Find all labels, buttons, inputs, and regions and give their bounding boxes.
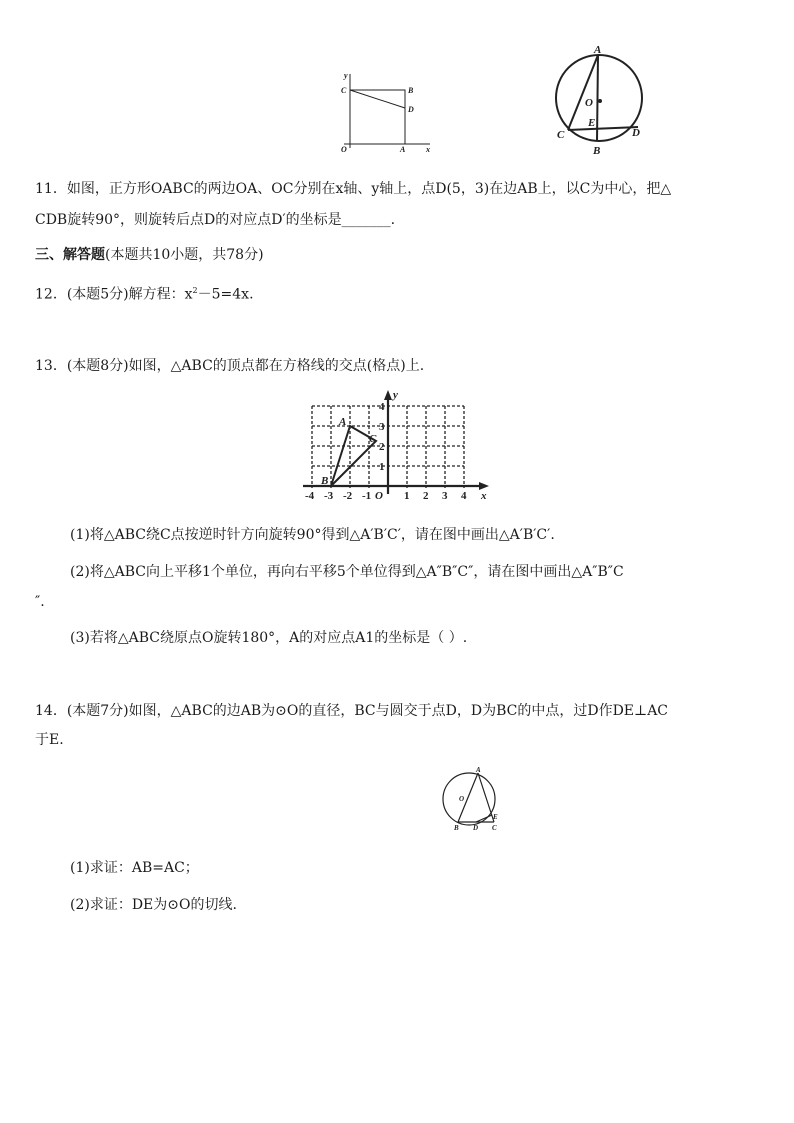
label-E: E [493, 813, 498, 821]
label-E: E [588, 117, 596, 129]
section-3-heading [35, 245, 264, 265]
x-tick-neg3: -3 [324, 490, 334, 502]
label-A: A [476, 766, 481, 774]
y-tick-1: 1 [379, 461, 385, 473]
question-14-part1: (1)求证：AB=AC； [70, 860, 199, 876]
question-13-part1: (1)将△ABC绕C点按逆时针方向旋转90°得到△A′B′C′，请在图中画出△A′B′C′. [70, 527, 555, 543]
question-14-line1: 14．(本题7分)如图，△ABC的边AB为⊙O的直径，BC与圆交于点D，D为BC的中点，过D作DE⊥AC [35, 703, 669, 719]
label-C: C [557, 129, 565, 141]
label-C: C [492, 824, 497, 832]
point-C-label: C [369, 433, 377, 445]
x-tick-neg1: -1 [362, 490, 372, 502]
small-circle-figure [438, 765, 502, 833]
x-tick-4: 4 [461, 490, 467, 502]
label-A: A [400, 145, 406, 154]
point-B-label: B [321, 475, 329, 487]
label-C: C [341, 86, 347, 95]
x-tick-neg4: -4 [305, 490, 315, 502]
label-y: y [344, 71, 348, 80]
x-tick-neg2: -2 [343, 490, 353, 502]
question-12-sup: 2 [192, 286, 198, 295]
question-13-part2: (2)将△ABC向上平移1个单位，再向右平移5个单位得到△A″B″C″，请在图中画出△A″B″C [70, 564, 624, 580]
x-tick-1: 1 [404, 490, 410, 502]
label-B: B [408, 86, 414, 95]
y-tick-3: 3 [379, 421, 385, 433]
question-13-stem: 13．(本题8分)如图，△ABC的顶点都在方格线的交点(格点)上. [35, 358, 425, 374]
square-oabc-figure [338, 68, 438, 158]
y-axis-arrow [384, 390, 392, 400]
question-14-part2: (2)求证：DE为⊙O的切线. [70, 897, 237, 913]
label-D: D [632, 127, 640, 139]
question-13-part2-cont: ″. [35, 594, 45, 610]
segment-cd [350, 90, 405, 108]
question-14-line2: 于E. [35, 732, 64, 748]
label-A: A [594, 44, 602, 56]
center-point [598, 99, 602, 103]
question-12-suffix: －5=4x. [197, 286, 254, 303]
grid-figure [293, 386, 503, 506]
question-11-line2: CDB旋转90°，则旋转后点D的对应点D′的坐标是_______. [35, 212, 396, 228]
label-x: x [481, 490, 487, 502]
square-outline [350, 90, 405, 144]
point-A-label: A [339, 416, 347, 428]
circle-chord-figure [550, 43, 650, 158]
x-tick-origin: O [375, 490, 383, 502]
y-tick-4: 4 [379, 401, 385, 413]
label-y: y [393, 389, 398, 401]
x-axis-arrow [479, 482, 489, 490]
question-12 [35, 281, 254, 305]
x-tick-2: 2 [423, 490, 429, 502]
label-O: O [585, 97, 593, 109]
label-B: B [593, 145, 601, 157]
question-12-prefix: 12．(本题5分)解方程：x [35, 286, 193, 303]
label-D: D [473, 824, 479, 832]
label-O: O [459, 795, 465, 803]
y-tick-2: 2 [379, 441, 385, 453]
label-D: D [408, 105, 414, 114]
label-x: x [426, 145, 430, 154]
label-O: O [341, 145, 347, 154]
label-B: B [454, 824, 459, 832]
question-11-line1: 11．如图，正方形OABC的两边OA、OC分别在x轴、y轴上，点D(5，3)在边AB上，以C为中心，把△ [35, 181, 672, 197]
question-13-part3: (3)若将△ABC绕原点O旋转180°，A的对应点A1的坐标是（ ）. [70, 630, 468, 646]
section-3-title: 三、解答题 [35, 247, 105, 263]
section-3-note: (本题共10小题，共78分) [105, 247, 264, 263]
x-tick-3: 3 [442, 490, 448, 502]
